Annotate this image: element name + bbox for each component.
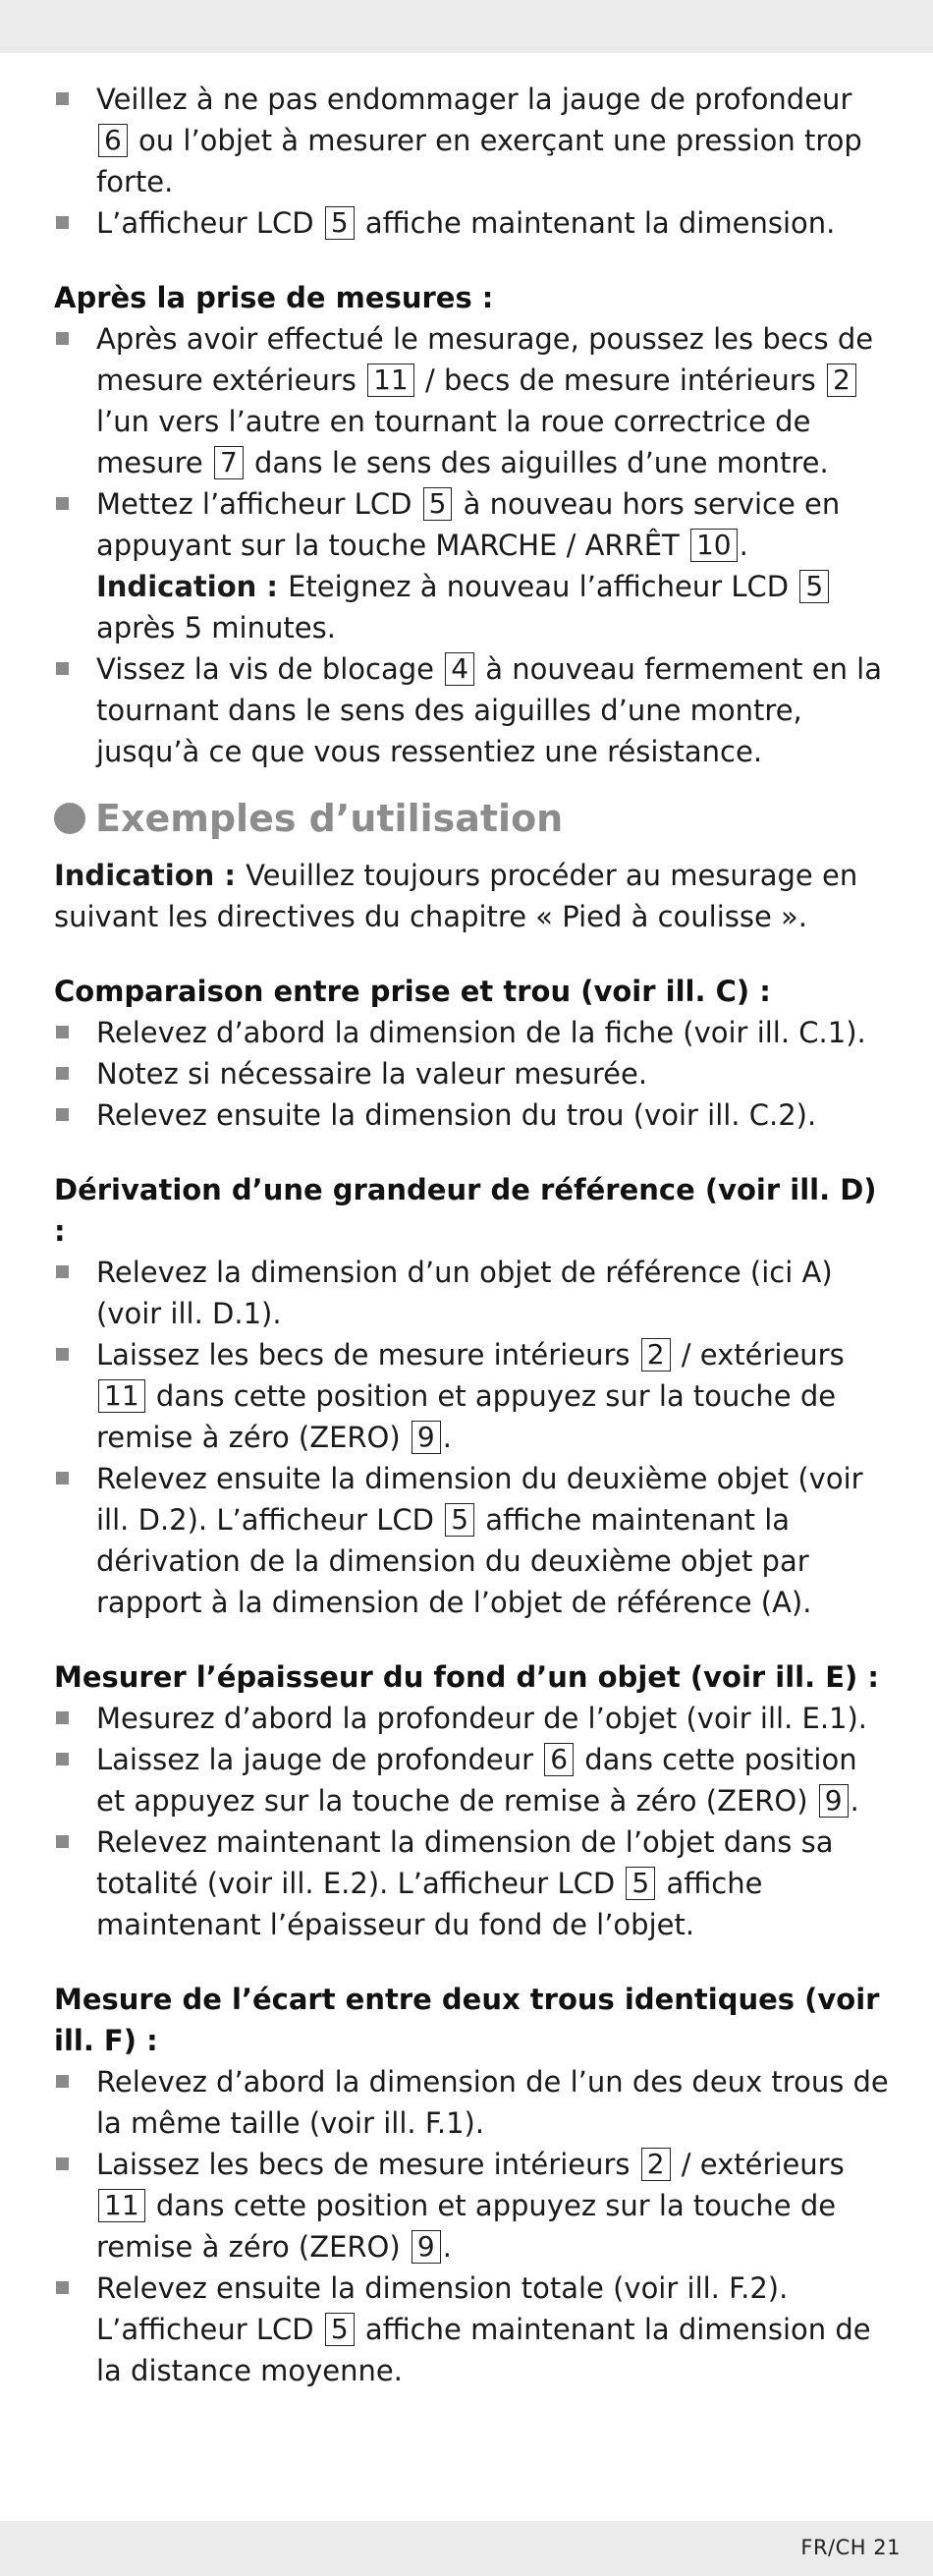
part-number-box: 2 bbox=[641, 2148, 671, 2181]
section-heading: Comparaison entre prise et trou (voir ill. C) : bbox=[54, 975, 771, 1008]
part-number-box: 2 bbox=[641, 1338, 671, 1372]
distance-section bbox=[54, 1979, 889, 2391]
list-item: Notez si nécessaire la valeur mesurée. bbox=[54, 1053, 889, 1094]
part-number-box: 10 bbox=[690, 529, 738, 562]
derivation-section bbox=[54, 1169, 889, 1623]
part-number-box: 5 bbox=[445, 1503, 474, 1537]
part-number-box: 9 bbox=[412, 2230, 441, 2264]
examples-title-text: Exemples d’utilisation bbox=[95, 797, 564, 840]
part-number-box: 11 bbox=[98, 1379, 145, 1413]
square-bullet-icon bbox=[56, 1108, 69, 1121]
part-number-box: 5 bbox=[325, 206, 355, 240]
part-number-box: 6 bbox=[98, 124, 128, 157]
square-bullet-icon bbox=[56, 2157, 69, 2170]
square-bullet-icon bbox=[56, 1753, 69, 1765]
after-measurement-list bbox=[54, 318, 889, 772]
inline-note-label: Indication : bbox=[96, 570, 289, 603]
section-heading: Mesure de l’écart entre deux trous identiques (voir ill. F) : bbox=[54, 1983, 880, 2057]
derivation-list bbox=[54, 1252, 889, 1623]
note-text: Veuillez toujours procéder au mesurage en suivant les directives du chapitre « Pied à coulisse ». bbox=[54, 859, 858, 933]
part-number-box: 6 bbox=[544, 1743, 574, 1776]
section-heading: Après la prise de mesures : bbox=[54, 281, 494, 314]
section-heading: Mesurer l’épaisseur du fond d’un objet (voir ill. E) : bbox=[54, 1660, 879, 1694]
comparison-section bbox=[54, 971, 889, 1136]
square-bullet-icon bbox=[56, 216, 69, 229]
square-bullet-icon bbox=[56, 332, 69, 345]
square-bullet-icon bbox=[56, 1026, 69, 1038]
square-bullet-icon bbox=[56, 1711, 69, 1724]
list-item: Relevez ensuite la dimension totale (voir ill. F.2). L’afficheur LCD 5 affiche maintenant la dimension de la distance moyenne. bbox=[54, 2268, 889, 2391]
examples-note bbox=[54, 855, 889, 937]
list-item: Relevez d’abord la dimension de l’un des deux trous de la même taille (voir ill. F.1). bbox=[54, 2061, 889, 2144]
list-item: Mesurez d’abord la profondeur de l’objet (voir ill. E.1). bbox=[54, 1698, 889, 1739]
list-item: Veillez à ne pas endommager la jauge de profondeur 6 ou l’objet à mesurer en exerçant une pression trop forte. bbox=[54, 79, 889, 202]
square-bullet-icon bbox=[56, 2075, 69, 2088]
examples-section bbox=[54, 794, 889, 937]
list-item: Après avoir effectué le mesurage, poussez les becs de mesure extérieurs 11 / becs de mesure intérieurs 2 l’un vers l’autre en tournant la roue correctrice de mesure 7 dans le sens des aiguilles d’une montre. bbox=[54, 318, 889, 483]
intro-list bbox=[54, 79, 889, 244]
part-number-box: 4 bbox=[445, 652, 474, 686]
list-item: Laissez la jauge de profondeur 6 dans cette position et appuyez sur la touche de remise à zéro (ZERO) 9 . bbox=[54, 1739, 889, 1821]
part-number-box: 11 bbox=[367, 364, 414, 397]
square-bullet-icon bbox=[56, 92, 69, 105]
list-item: Relevez d’abord la dimension de la fiche (voir ill. C.1). bbox=[54, 1012, 889, 1053]
examples-title bbox=[54, 794, 889, 843]
part-number-box: 9 bbox=[412, 1421, 441, 1454]
page-content bbox=[54, 79, 889, 2391]
square-bullet-icon bbox=[56, 1835, 69, 1848]
top-margin-band bbox=[0, 0, 933, 53]
part-number-box: 7 bbox=[214, 446, 244, 479]
square-bullet-icon bbox=[56, 2281, 69, 2294]
footer-band bbox=[0, 2521, 933, 2576]
thickness-list bbox=[54, 1698, 889, 1945]
square-bullet-icon bbox=[56, 497, 69, 510]
part-number-box: 2 bbox=[827, 364, 856, 397]
part-number-box: 5 bbox=[626, 1867, 655, 1900]
list-item: L’afficheur LCD 5 affiche maintenant la dimension. bbox=[54, 202, 889, 244]
square-bullet-icon bbox=[56, 1472, 69, 1484]
list-item: Relevez la dimension d’un objet de référence (ici A) (voir ill. D.1). bbox=[54, 1252, 889, 1334]
after-measurement-section bbox=[54, 277, 889, 772]
square-bullet-icon bbox=[56, 1067, 69, 1080]
list-item: Mettez l’afficheur LCD 5 à nouveau hors service en appuyant sur la touche MARCHE / ARRÊT 10 . Indication : Eteignez à nouveau l’afficheur LCD 5 après 5 minutes. bbox=[54, 483, 889, 648]
square-bullet-icon bbox=[56, 1265, 69, 1278]
page-number: FR/CH 21 bbox=[800, 2536, 901, 2559]
bullet-dot-icon bbox=[54, 803, 85, 834]
list-item: Laissez les becs de mesure intérieurs 2 / extérieurs 11 dans cette position et appuyez sur la touche de remise à zéro (ZERO) 9 . bbox=[54, 2144, 889, 2268]
part-number-box: 9 bbox=[819, 1784, 849, 1818]
part-number-box: 5 bbox=[423, 487, 453, 521]
square-bullet-icon bbox=[56, 662, 69, 675]
list-item: Relevez ensuite la dimension du deuxième objet (voir ill. D.2). L’afficheur LCD 5 affiche maintenant la dérivation de la dimension du deuxième objet par rapport à la dimension de l’objet de référence (A). bbox=[54, 1458, 889, 1623]
section-heading: Dérivation d’une grandeur de référence (voir ill. D) : bbox=[54, 1173, 877, 1248]
thickness-section bbox=[54, 1656, 889, 1945]
list-item: Relevez maintenant la dimension de l’objet dans sa totalité (voir ill. E.2). L’afficheur LCD 5 affiche maintenant l’épaisseur du fond de l’objet. bbox=[54, 1821, 889, 1945]
square-bullet-icon bbox=[56, 1348, 69, 1361]
part-number-box: 5 bbox=[799, 570, 829, 603]
list-item: Laissez les becs de mesure intérieurs 2 / extérieurs 11 dans cette position et appuyez sur la touche de remise à zéro (ZERO) 9 . bbox=[54, 1334, 889, 1458]
part-number-box: 5 bbox=[325, 2313, 355, 2346]
note-label: Indication : bbox=[54, 859, 247, 892]
list-item: Relevez ensuite la dimension du trou (voir ill. C.2). bbox=[54, 1094, 889, 1136]
comparison-list bbox=[54, 1012, 889, 1136]
part-number-box: 11 bbox=[98, 2189, 145, 2222]
distance-list bbox=[54, 2061, 889, 2391]
list-item: Vissez la vis de blocage 4 à nouveau fermement en la tournant dans le sens des aiguilles d’une montre, jusqu’à ce que vous ressentiez une résistance. bbox=[54, 648, 889, 772]
